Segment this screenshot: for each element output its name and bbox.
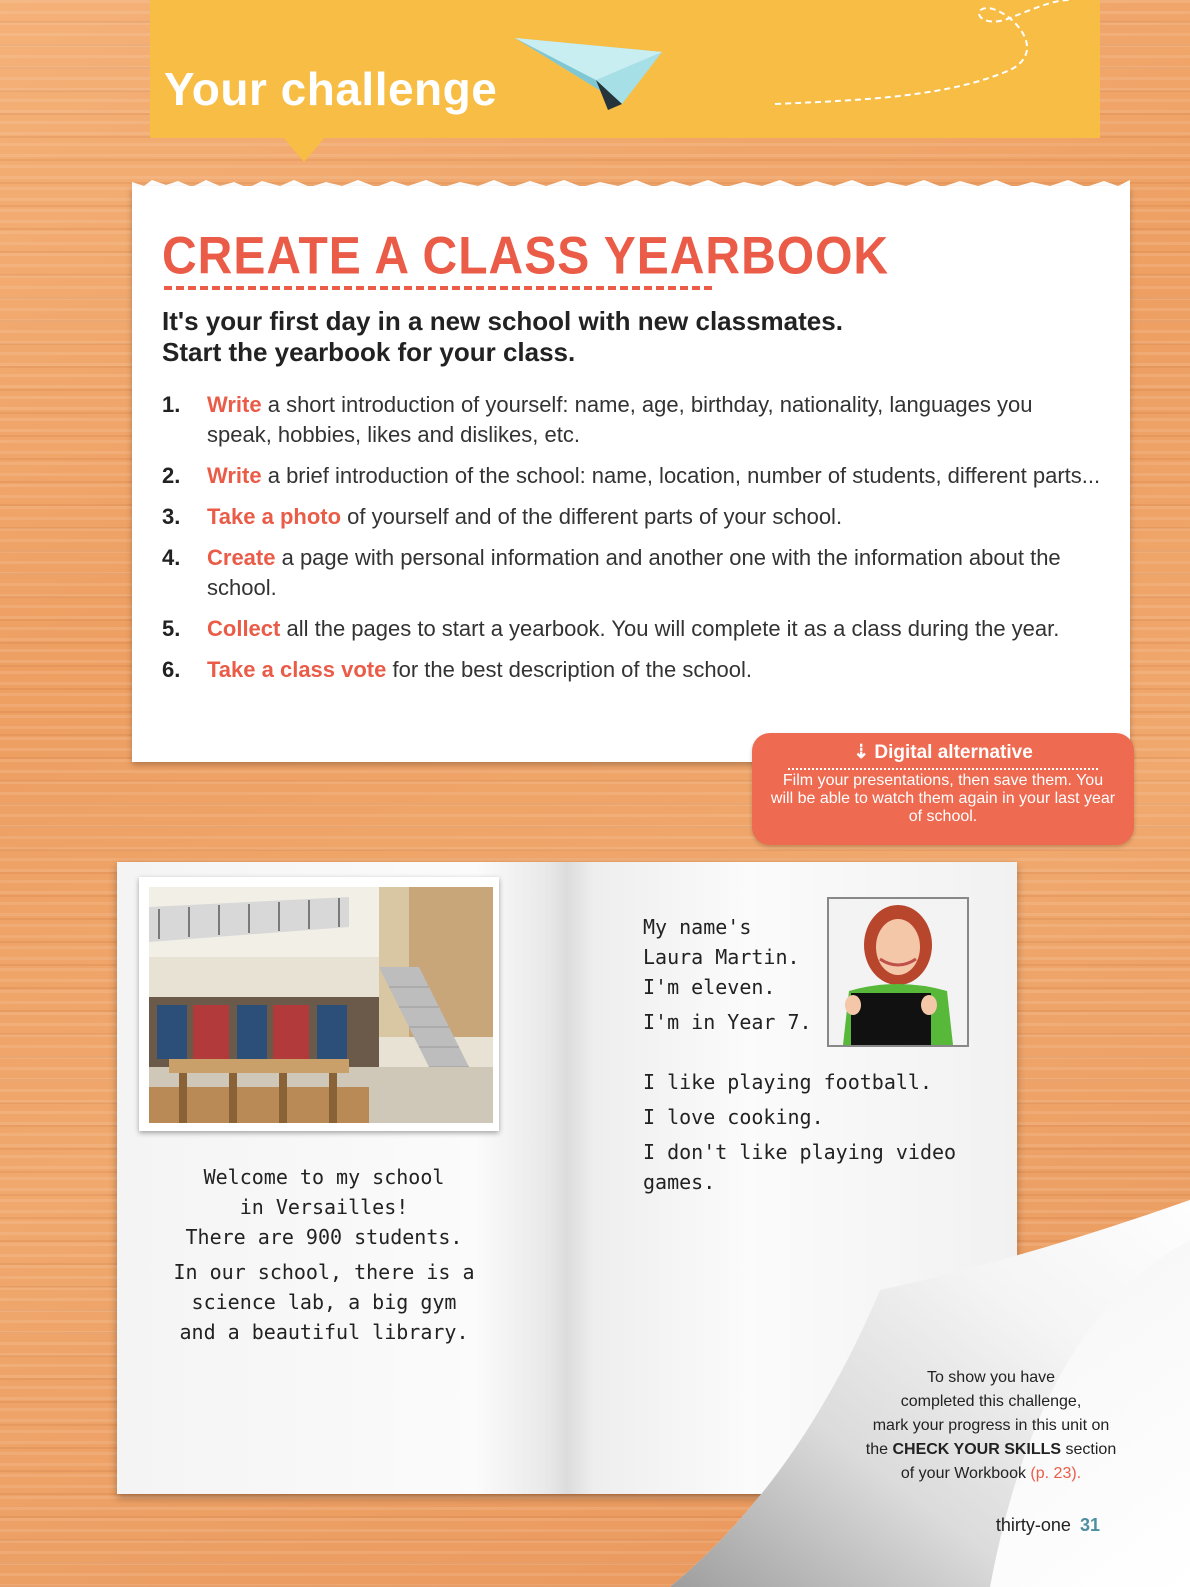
task-list	[162, 390, 1102, 696]
progress-line-5	[860, 1462, 1122, 1486]
digital-alternative-box	[752, 733, 1134, 845]
progress-line-1: To show you have	[926, 1369, 1056, 1386]
banner-title: Your challenge	[164, 63, 498, 115]
task-number: 2.	[162, 463, 181, 488]
challenge-card	[132, 186, 1130, 762]
progress-line-4-pre: the	[865, 1441, 893, 1458]
task-verb: Write	[207, 392, 262, 417]
banner-pointer	[282, 136, 326, 162]
progress-line-3: mark your progress in this unit on	[872, 1417, 1110, 1434]
task-text: all the pages to start a yearbook. You will complete it as a class during the year.	[280, 616, 1060, 641]
progress-note	[860, 1366, 1122, 1486]
task-item	[162, 543, 1102, 603]
task-item	[162, 461, 1102, 491]
task-number: 6.	[162, 657, 181, 682]
task-text: a brief introduction of the school: name, location, number of students, different parts...	[261, 463, 1101, 488]
task-number: 3.	[162, 504, 181, 529]
school-line-4: In our school, there is a	[173, 1260, 475, 1284]
task-verb: Take a photo	[207, 504, 342, 529]
title-underline	[164, 286, 712, 290]
personal-line-4: I'm in Year 7.	[643, 1010, 812, 1034]
task-content	[207, 655, 752, 685]
challenge-intro	[162, 306, 1062, 368]
school-line-5: science lab, a big gym	[191, 1290, 457, 1314]
task-item	[162, 614, 1102, 644]
personal-line-5: I like playing football.	[643, 1070, 932, 1094]
personal-line-3: I'm eleven.	[643, 975, 776, 999]
digital-alternative-label: Digital alternative	[874, 742, 1033, 763]
task-verb: Collect	[207, 616, 281, 641]
task-verb: Write	[207, 463, 262, 488]
personal-line-7: I don't like playing video	[643, 1140, 957, 1164]
personal-line-1: My name's	[643, 915, 752, 939]
student-portrait	[829, 899, 967, 1045]
dotted-divider	[788, 768, 1098, 770]
task-item	[162, 390, 1102, 450]
task-content	[207, 461, 1100, 491]
intro-line-2: Start the yearbook for your class.	[162, 337, 576, 367]
school-line-3: There are 900 students.	[185, 1225, 463, 1249]
school-line-6: and a beautiful library.	[179, 1320, 469, 1344]
progress-line-4	[860, 1438, 1122, 1462]
portrait-photo-frame	[827, 897, 969, 1047]
task-item	[162, 502, 1102, 532]
task-text: of yourself and of the different parts of your school.	[341, 504, 843, 529]
task-content	[207, 390, 1102, 450]
download-icon: ⇣	[853, 742, 875, 763]
task-verb: Take a class vote	[207, 657, 387, 682]
paper-plane-icon	[510, 0, 1090, 120]
task-content	[207, 614, 1059, 644]
library-photo-frame	[139, 877, 499, 1131]
progress-line-2: completed this challenge,	[900, 1393, 1082, 1410]
progress-line-4-post: section	[1061, 1441, 1117, 1458]
check-your-skills-label: CHECK YOUR SKILLS	[892, 1441, 1062, 1458]
personal-line-6: I love cooking.	[643, 1105, 824, 1129]
personal-line-8: games.	[643, 1170, 716, 1194]
task-content	[207, 502, 842, 532]
school-line-1: Welcome to my school	[203, 1165, 445, 1189]
task-text: a short introduction of yourself: name, age, birthday, nationality, languages you speak, hobbies, likes and dislikes, etc.	[207, 392, 1033, 447]
challenge-title: CREATE A CLASS YEARBOOK	[162, 227, 890, 286]
page-word: thirty-one	[995, 1515, 1071, 1535]
task-text: for the best description of the school.	[386, 657, 753, 682]
digital-alternative-body: Film your presentations, then save them. You will be able to watch them again in your last year of school.	[770, 772, 1116, 825]
task-content	[207, 543, 1102, 603]
progress-line-5-pre: of your Workbook	[900, 1465, 1031, 1482]
workbook-page-ref: (p. 23).	[1030, 1465, 1082, 1482]
school-line-2: in Versailles!	[239, 1195, 409, 1219]
challenge-banner	[150, 0, 1100, 138]
library-photo	[149, 887, 493, 1123]
task-item	[162, 655, 1102, 685]
personal-line-2: Laura Martin.	[643, 945, 800, 969]
page-number: 31	[1079, 1515, 1100, 1535]
intro-line-1: It's your first day in a new school with new classmates.	[162, 306, 843, 336]
task-verb: Create	[207, 545, 276, 570]
digital-alternative-title	[752, 741, 1134, 764]
task-number: 1.	[162, 392, 181, 417]
page-footer	[996, 1515, 1100, 1536]
school-description	[159, 1162, 489, 1347]
task-number: 5.	[162, 616, 181, 641]
task-text: a page with personal information and another one with the information about the school.	[207, 545, 1061, 600]
task-number: 4.	[162, 545, 181, 570]
